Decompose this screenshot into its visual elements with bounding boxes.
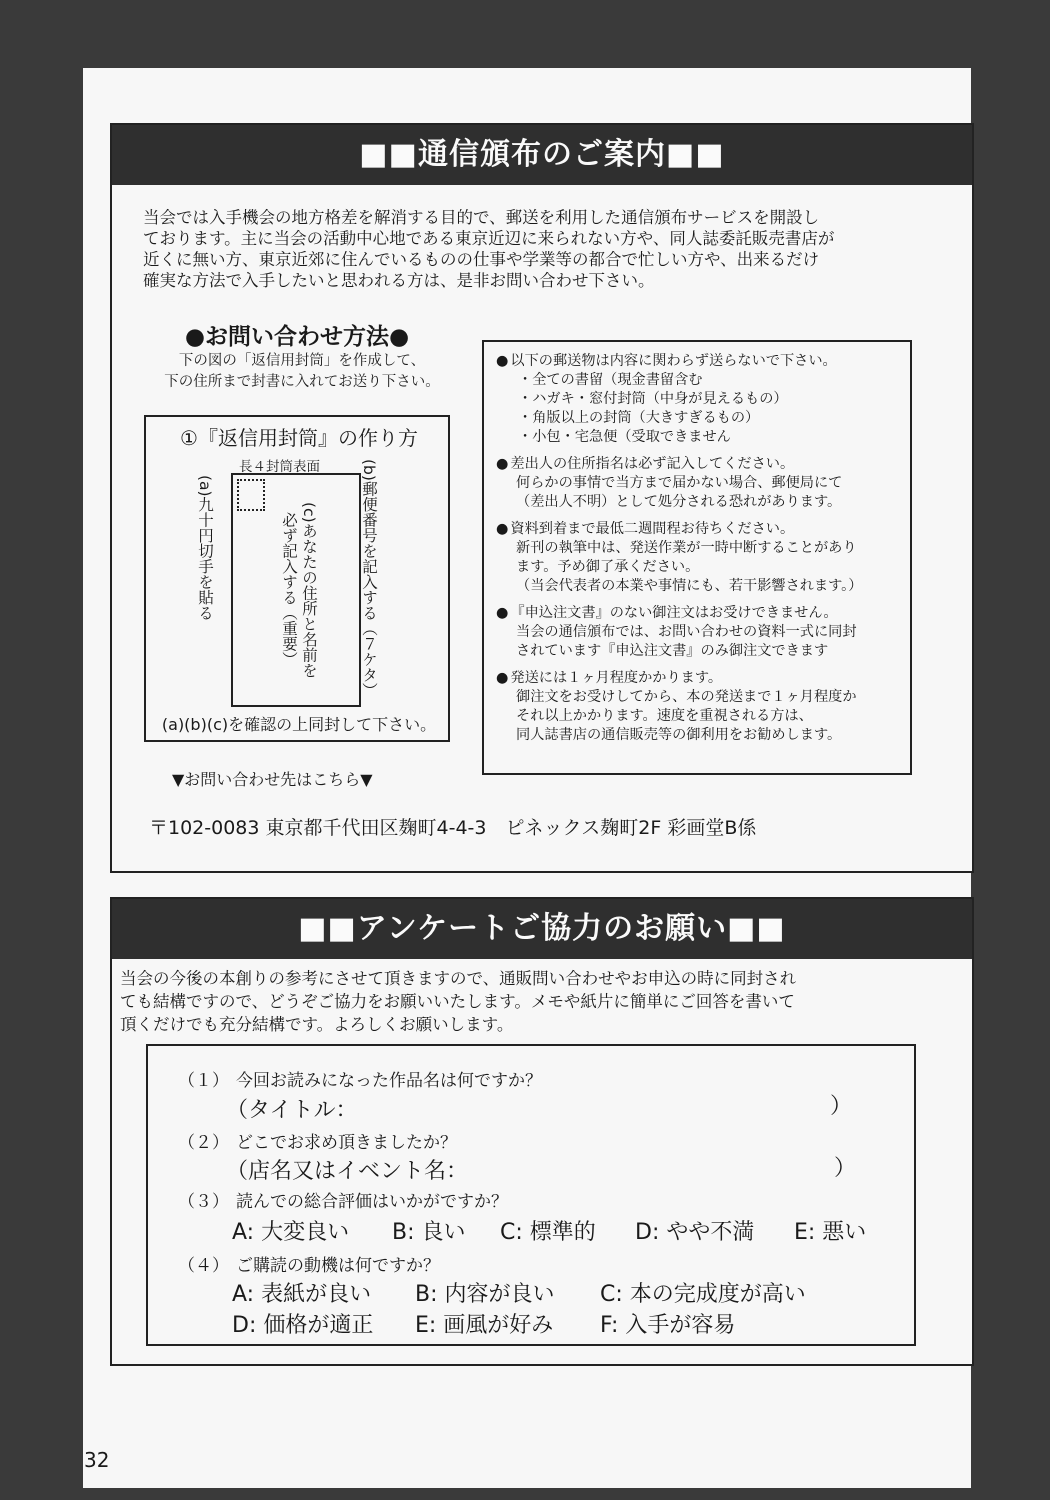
intro-line: 近くに無い方、東京近郊に住んでいるものの仕事や学業等の都合で忙しい方や、出来るだけ: [143, 250, 820, 269]
note-bullet: ・ハガキ・窓付封筒（中身が見えるもの）: [518, 391, 788, 407]
label-c-address-line2: 必ず記入する（重要）: [280, 512, 298, 667]
intro-line: 頂くだけでも充分結構です。よろしくお願いします。: [120, 1015, 514, 1034]
q3-number: （３）: [178, 1192, 229, 1212]
intro-line: 当会では入手機会の地方格差を解消する目的で、郵送を利用した通信頒布サービスを開設し: [143, 208, 820, 227]
note-line: 同人誌書店の通信販売等の御利用をお勧めします。: [516, 727, 842, 743]
q3-option: C: 標準的: [500, 1220, 596, 1245]
q4-option: A: 表紙が良い: [232, 1282, 372, 1307]
note-line: 当会の通信頒布では、お問い合わせの資料一式に同封: [516, 624, 857, 640]
q4-option: E: 画風が好み: [415, 1313, 554, 1338]
intro-line: 当会の今後の本創りの参考にさせて頂きますので、通販問い合わせやお申込の時に同封され: [120, 969, 797, 988]
q2-number: （２）: [178, 1133, 229, 1153]
label-c-address-line1: (c)あなたの住所と名前を: [300, 502, 318, 678]
note-item: [496, 604, 898, 661]
stamp-placeholder: [237, 479, 265, 511]
q3-text: 読んでの総合評価はいかがですか？: [236, 1192, 508, 1212]
method-subtitle: [142, 351, 462, 393]
intro-line: ても結構ですので、どうぞご協力をお願いいたします。メモや紙片に簡単にご回答を書いて: [120, 992, 795, 1011]
survey-title: ■■アンケートご協力のお願い■■: [112, 899, 972, 959]
note-line: （差出人不明）として処分される恐れがあります。: [516, 494, 842, 510]
note-heading: ● 資料到着まで最低二週間程お待ちください。: [496, 521, 794, 537]
note-line: ます。予め御了承ください。: [516, 559, 700, 575]
q3-option: D: やや不満: [635, 1220, 755, 1245]
mailing-address: 〒102-0083 東京都千代田区麹町4-4-3 ピネックス麹町2F 彩画堂B係: [149, 817, 757, 839]
intro-line: ております。主に当会の活動中心地である東京近辺に来られない方や、同人誌委託販売書店が: [143, 229, 835, 248]
label-b-postal-code: (b)郵便番号を記入する（７ケタ）: [360, 459, 378, 698]
contact-label: ▼お問い合わせ先はこちら▼: [172, 770, 373, 789]
envelope-title: ①『返信用封筒』の作り方: [180, 426, 418, 450]
label-a-stamp: (a)九十円切手を貼る: [196, 475, 214, 621]
note-item: [496, 669, 898, 745]
q3-option: E: 悪い: [794, 1220, 867, 1245]
note-bullet: ・角版以上の封筒（大きすぎるもの）: [518, 410, 760, 426]
intro-line: 確実な方法で入手したいと思われる方は、是非お問い合わせ下さい。: [143, 271, 655, 290]
q1-number: （１）: [178, 1071, 229, 1091]
q1-text: 今回お読みになった作品名は何ですか？: [236, 1071, 542, 1091]
note-bullet: ・全ての書留（現金書留含む: [518, 372, 703, 388]
note-line: （当会代表者の本業や事情にも、若干影響されます。）: [516, 578, 863, 594]
q4-text: ご購読の動機は何ですか？: [236, 1256, 440, 1276]
method-sub-line: 下の図の「返信用封筒」を作成して、: [178, 353, 426, 369]
method-title: ●お問い合わせ方法●: [184, 324, 410, 350]
q4-number: （４）: [178, 1256, 229, 1276]
method-sub-line: 下の住所まで封書に入れてお送り下さい。: [164, 374, 440, 390]
envelope-diagram: [144, 415, 450, 742]
q3-option: B: 良い: [392, 1220, 466, 1245]
shipping-notes: [482, 340, 912, 775]
q4-option: D: 価格が適正: [232, 1313, 374, 1338]
note-heading: ● 発送には１ヶ月程度かかります。: [496, 670, 722, 686]
note-line: 御注文をお受けしてから、本の発送まで１ヶ月程度か: [516, 689, 857, 705]
q2-answer-label: （店名又はイベント名：: [226, 1159, 469, 1184]
note-line: 新刊の執筆中は、発送作業が一時中断することがあり: [516, 540, 857, 556]
q4-option: F: 入手が容易: [600, 1313, 736, 1338]
q1-answer-close: ）: [830, 1094, 853, 1119]
mail-order-title: ■■通信頒布のご案内■■: [112, 125, 972, 185]
q4-option: C: 本の完成度が高い: [600, 1282, 806, 1307]
note-heading: ● 以下の郵送物は内容に関わらず送らないで下さい。: [496, 353, 837, 369]
q2-text: どこでお求め頂きましたか？: [236, 1133, 457, 1153]
note-line: 何らかの事情で当方まで届かない場合、郵便局にて: [516, 475, 843, 491]
note-line: されています『申込注文書』のみ御注文できます: [516, 643, 829, 659]
survey-section: [110, 897, 974, 1366]
q3-option: A: 大変良い: [232, 1220, 350, 1245]
note-line: それ以上かかります。速度を重視される方は、: [516, 708, 813, 724]
mail-order-intro: [143, 207, 953, 291]
envelope-confirm: (a)(b)(c)を確認の上同封して下さい。: [161, 715, 437, 734]
note-item: [496, 520, 898, 596]
page-number: 32: [84, 1448, 110, 1472]
mail-order-section: [110, 123, 974, 873]
note-heading: ● 『申込注文書』のない御注文はお受けできません。: [496, 605, 838, 621]
q2-answer-close: ）: [834, 1156, 857, 1181]
note-heading: ● 差出人の住所指名は必ず記入してください。: [496, 456, 794, 472]
note-item: [496, 455, 898, 512]
note-bullet: ・小包・宅急便（受取できません: [518, 429, 731, 445]
survey-intro: [120, 967, 965, 1036]
note-item: [496, 352, 898, 447]
q1-answer-label: （タイトル：: [226, 1098, 358, 1123]
envelope-face-label: 長４封筒表面: [239, 459, 320, 475]
q4-option: B: 内容が良い: [415, 1282, 555, 1307]
